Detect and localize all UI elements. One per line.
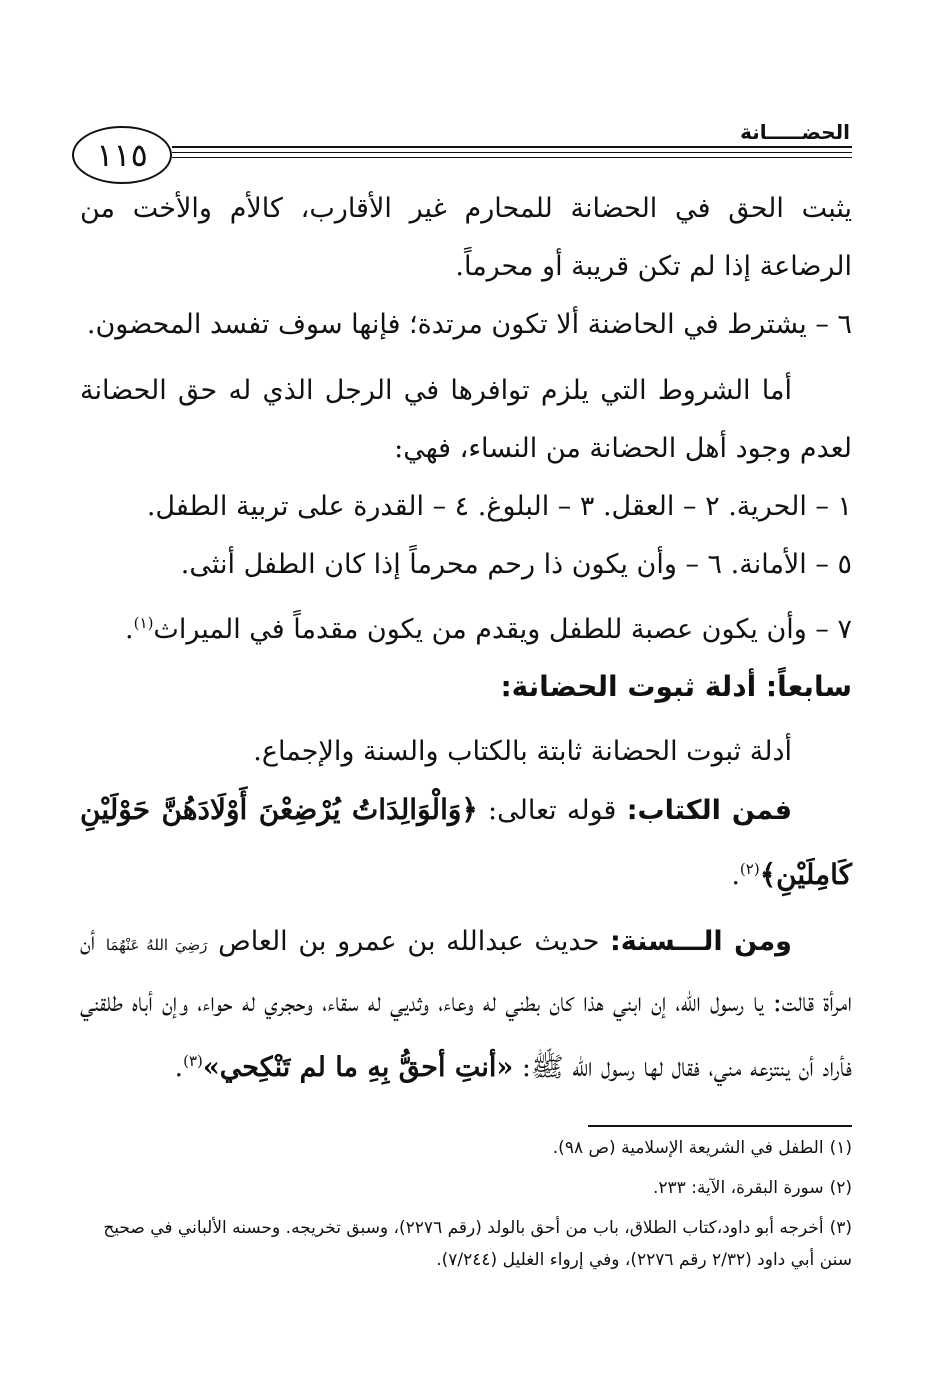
paragraph: يثبت الحق في الحضانة للمحارم غير الأقارب، كالأم والأخت من الرضاعة إذا لم تكن قريبة أو محرماً.	[80, 193, 852, 282]
footnote-text: سورة البقرة، الآية: ٢٣٣.	[653, 1178, 824, 1198]
header-rule	[172, 152, 852, 153]
footnote	[80, 1172, 852, 1204]
hadith-quote: «أنتِ أحقُّ بِهِ ما لم تَنْكِحي»	[202, 1052, 514, 1083]
book-intro: قوله تعالى:	[488, 795, 617, 826]
footnote-text: أخرجه أبو داود،كتاب الطلاق، باب من أحق بالولد (رقم ٢٢٧٦)، وسبق تخريجه. وحسنه الألباني في صحيح سنن أبي داود (٢/٣٢ رقم ٢٢٧٦)، وفي إرواء الغليل (٧/٢٤٤).	[103, 1218, 852, 1270]
honorific: رَضِيَ اللهُ عَنْهُمَا	[105, 936, 208, 954]
main-text	[80, 180, 852, 1097]
condition-line: ٥ – الأمانة. ٦ – وأن يكون ذا رحم محرماً إذا كان الطفل أنثى.	[180, 549, 852, 580]
paragraph: أما الشروط التي يلزم توافرها في الرجل الذي له حق الحضانة لعدم وجود أهل الحضانة من النساء، فهي:	[80, 375, 852, 464]
section-heading: سابعاً: أدلة ثبوت الحضانة:	[500, 670, 852, 703]
footnote-number: (٣)	[829, 1218, 852, 1238]
sunnah-text: أن امرأة قالت: يا رسول الله، إن ابني هذا كان بطني له وعاء، وثديي له سقاء، وحجري له حواء، وإن أباه طلقني فأراد أن ينتزعه مني، فقال لها رسول الله ﷺ:	[80, 926, 852, 1083]
sunnah-label: ومن الـــسنة:	[609, 926, 792, 957]
footnotes	[80, 1132, 852, 1284]
paragraph: أدلة ثبوت الحضانة ثابتة بالكتاب والسنة والإجماع.	[253, 736, 792, 767]
condition-line: ١ – الحرية. ٢ – العقل. ٣ – البلوغ. ٤ – القدرة على تربية الطفل.	[146, 491, 852, 522]
header-rule	[172, 146, 852, 148]
chapter-title: الحضـــــانة	[740, 120, 850, 144]
footnote	[80, 1212, 852, 1276]
sunnah-paragraph: ومن الـــسنة: حديث عبدالله بن عمرو بن العاص رَضِيَ اللهُ عَنْهُمَا أن امرأة قالت: يا رسول الله، إن ابني هذا كان بطني له وعاء، وثديي له سقاء، وحجري له حواء، وإن أباه طلقني فأراد أن ينتزعه مني، فقال لها رسول الله ﷺ: «أنتِ أحقُّ بِهِ ما لم تَنْكِحي»$^{(٣)}$.	[80, 926, 852, 1083]
footnote-number: (٢)	[829, 1178, 852, 1198]
page-number: ١١٥	[72, 126, 172, 184]
footnote	[80, 1132, 852, 1164]
footnote-ref: (١)	[133, 614, 154, 632]
condition-text: ٧ – وأن يكون عصبة للطفل ويقدم من يكون مقدماً في الميراث	[153, 614, 852, 645]
footnote-ref: (٣)	[183, 1052, 203, 1070]
header-rule	[172, 157, 852, 158]
quran-verse: ﴿وَالْوَالِدَاتُ يُرْضِعْنَ أَوْلَادَهُنَّ حَوْلَيْنِ كَامِلَيْنِ﴾	[80, 793, 852, 891]
footnote-ref: (٢)	[739, 860, 760, 878]
condition-line: ٧ – وأن يكون عصبة للطفل ويقدم من يكون مقدماً في الميراث$^{(١)}$.	[125, 614, 852, 645]
book-label: فمن الكتاب:	[626, 795, 793, 826]
quran-paragraph: فمن الكتاب: قوله تعالى: ﴿وَالْوَالِدَاتُ يُرْضِعْنَ أَوْلَادَهُنَّ حَوْلَيْنِ كَامِلَيْنِ﴾$^{(٢)}$.	[80, 793, 852, 891]
sunnah-intro: حديث عبدالله بن عمرو بن العاص	[218, 926, 600, 957]
footnote-text: الطفل في الشريعة الإسلامية (ص ٩٨).	[552, 1138, 824, 1158]
paragraph: ٦ – يشترط في الحاضنة ألا تكون مرتدة؛ فإنها سوف تفسد المحضون.	[86, 309, 852, 340]
footnote-number: (١)	[829, 1138, 852, 1158]
footnote-separator	[588, 1125, 852, 1127]
